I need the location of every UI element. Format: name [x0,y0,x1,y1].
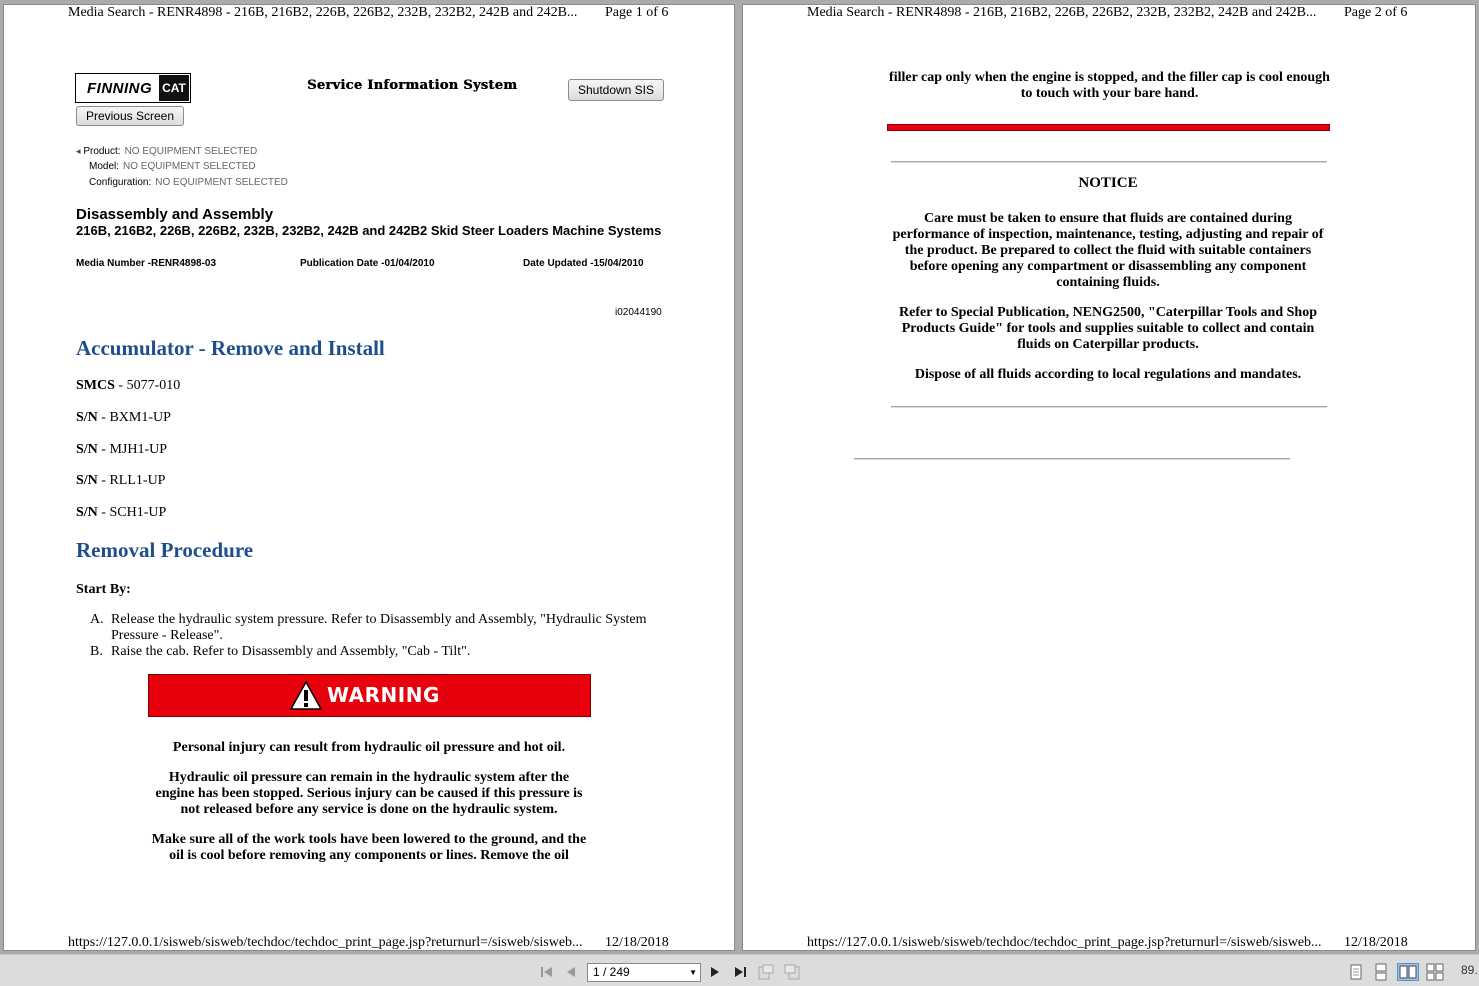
page-number-select[interactable] [587,963,701,982]
last-page-icon[interactable] [733,965,747,979]
cat-logo-text: CAT [159,75,189,101]
product-label: Product: [83,146,121,157]
notice-paragraph: Care must be taken to ensure that fluids are contained during performance of inspection, maintenance, testing, adjusting and repair of the product. Be prepared to collect the fluid with suitable containers before opening any compartment or disassembling any component containing fluids. [892,211,1324,290]
warning-banner [148,674,591,717]
sis-title: Service Information System [307,78,518,93]
sn-label: S/N [76,505,98,520]
serial-line [76,442,167,458]
zoom-level[interactable]: 89. [1461,963,1478,977]
notice-paragraph: Refer to Special Publication, NENG2500, "Caterpillar Tools and Shop Products Guide" for tools and supplies suitable to collect and contain fluids on Caterpillar products. [899,305,1317,352]
sn-label: S/N [76,442,98,457]
footer-url: https://127.0.0.1/sisweb/sisweb/techdoc/techdoc_print_page.jsp?returnurl=/sisweb/sisweb... [68,935,583,950]
previous-page-icon[interactable] [565,965,577,979]
serial-line [76,505,166,521]
pdf-page-1 [3,4,735,951]
two-page-view-icon [1398,964,1418,980]
serial-value: - RLL1-UP [97,473,166,488]
model-value: NO EQUIPMENT SELECTED [123,161,256,172]
first-page-icon[interactable] [540,965,554,979]
step-text: Release the hydraulic system pressure. Refer to Disassembly and Assembly, "Hydraulic System Pressure - Release". [111,612,647,643]
finning-logo-text: FINNING [87,80,153,97]
two-page-view-button[interactable] [1397,963,1419,981]
two-page-continuous-icon[interactable] [1425,963,1445,981]
date-updated: Date Updated -15/04/2010 [523,258,644,269]
pdf-page-2 [742,4,1476,951]
warning-end-rule [887,124,1330,131]
smcs-label: SMCS [76,378,115,393]
single-page-view-icon[interactable] [1346,963,1366,981]
warning-paragraph: Personal injury can result from hydraulic oil pressure and hot oil. [172,740,566,755]
serial-line [76,410,171,426]
warning-triangle-icon [290,681,322,710]
serial-line [76,473,165,489]
next-page-icon[interactable] [709,965,721,979]
step-text: Raise the cab. Refer to Disassembly and Assembly, "Cab - Tilt". [111,644,471,659]
smcs-line [76,378,180,394]
equipment-config-row [89,177,288,189]
serial-value: - MJH1-UP [97,442,168,457]
document-id: i02044190 [615,307,662,318]
page-title: Accumulator - Remove and Install [76,336,385,360]
step-letter: B. [90,644,103,659]
sn-label: S/N [76,473,98,488]
divider [854,458,1290,460]
divider [891,406,1327,408]
equipment-model-row [89,161,256,173]
sn-label: S/N [76,410,98,425]
serial-value: - SCH1-UP [97,505,167,520]
continuous-view-icon[interactable] [1371,963,1391,981]
notice-paragraph: Dispose of all fluids according to local regulations and mandates. [914,367,1302,382]
footer-date: 12/18/2018 [605,935,669,950]
media-number: Media Number -RENR4898-03 [76,258,217,269]
previous-screen-button[interactable]: Previous Screen [76,106,184,126]
config-label: Configuration: [89,177,152,188]
notice-title: NOTICE [1078,175,1138,191]
warning-paragraph: Make sure all of the work tools have been lowered to the ground, and the oil is cool before removing any components or lines. Remove the oil [151,832,587,863]
manual-subtitle: 216B, 216B2, 226B, 226B2, 232B, 232B2, 242B and 242B2 Skid Steer Loaders Machine Systems [76,223,662,238]
page-header-number: Page 2 of 6 [1344,5,1408,20]
start-by-label: Start By: [76,582,131,597]
page-number-value: 1 / 249 [593,965,630,979]
rotate-ccw-icon[interactable] [757,964,775,980]
manual-title: Disassembly and Assembly [76,206,274,223]
footer-url: https://127.0.0.1/sisweb/sisweb/techdoc/techdoc_print_page.jsp?returnurl=/sisweb/sisweb... [807,935,1322,950]
divider [891,161,1327,163]
serial-value: - BXM1-UP [97,410,171,425]
finning-cat-logo [75,73,191,103]
page-header-number: Page 1 of 6 [605,5,669,20]
smcs-value: - 5077-010 [114,378,181,393]
equipment-product-row [76,145,257,158]
footer-date: 12/18/2018 [1344,935,1408,950]
model-label: Model: [89,161,120,172]
viewer-toolbar [0,954,1479,986]
warning-paragraph: Hydraulic oil pressure can remain in the hydraulic system after the engine has been stopped. Serious injury can be caused if this pressure is not released before any service is done on the hydraulic system. [155,770,583,817]
warning-continuation: filler cap only when the engine is stopped, and the filler cap is cool enough to touch with your bare hand. [889,70,1330,101]
step-letter: A. [90,612,104,627]
publication-date: Publication Date -01/04/2010 [300,258,435,269]
shutdown-sis-button[interactable]: Shutdown SIS [568,79,664,101]
back-arrow-icon[interactable]: ◂ [76,146,81,156]
warning-label: WARNING [327,683,440,707]
removal-heading: Removal Procedure [76,538,254,562]
config-value: NO EQUIPMENT SELECTED [155,177,288,188]
page-header-title: Media Search - RENR4898 - 216B, 216B2, 226B, 226B2, 232B, 232B2, 242B and 242B... [807,5,1317,20]
rotate-cw-icon[interactable] [783,964,801,980]
product-value: NO EQUIPMENT SELECTED [124,146,258,157]
page-header-title: Media Search - RENR4898 - 216B, 216B2, 226B, 226B2, 232B, 232B2, 242B and 242B... [68,5,578,20]
chevron-down-icon: ▼ [689,968,697,977]
